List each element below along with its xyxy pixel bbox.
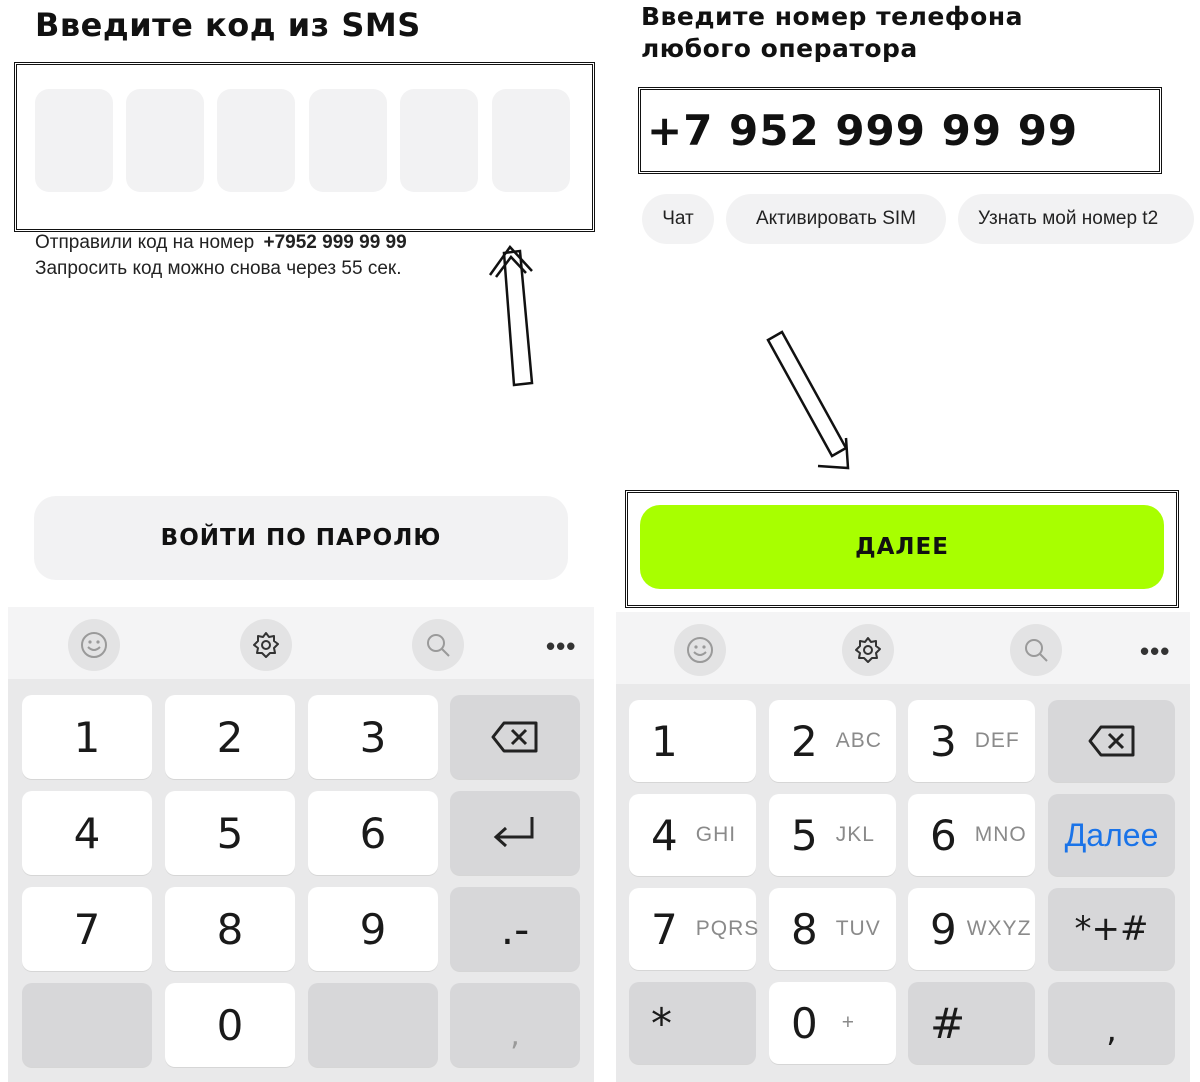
- comma-key[interactable]: [1048, 982, 1175, 1064]
- chip-my-number[interactable]: Узнать мой номер t2: [958, 194, 1194, 244]
- phone-title-line2: любого оператора: [641, 34, 918, 63]
- next-button-frame: [625, 490, 1179, 608]
- chip-activate-sim[interactable]: Активировать SIM: [726, 194, 946, 244]
- key-hash[interactable]: #: [908, 982, 1035, 1064]
- sms-code-input[interactable]: [14, 62, 595, 232]
- symbols-key[interactable]: *+#: [1048, 888, 1175, 970]
- next-key[interactable]: Далее: [1048, 794, 1175, 876]
- enter-icon: [490, 813, 540, 853]
- key-7[interactable]: 7: [22, 887, 152, 971]
- key-8[interactable]: 8: [165, 887, 295, 971]
- key-4[interactable]: 4: [22, 791, 152, 875]
- search-icon[interactable]: [1010, 624, 1062, 676]
- settings-icon[interactable]: [842, 624, 894, 676]
- sent-number: +7952 999 99 99: [263, 232, 407, 253]
- arrow-down-icon: [760, 330, 860, 475]
- backspace-icon: [1087, 724, 1137, 758]
- key-0[interactable]: 0: [165, 983, 295, 1067]
- backspace-icon: [490, 720, 540, 754]
- empty-key: [308, 983, 438, 1067]
- next-button[interactable]: [640, 505, 1164, 589]
- phone-input[interactable]: [638, 87, 1162, 174]
- enter-key[interactable]: [450, 791, 580, 875]
- key-2[interactable]: 2: [165, 695, 295, 779]
- code-digit-6[interactable]: [492, 89, 570, 192]
- key-4[interactable]: 4 GHI: [629, 794, 756, 876]
- backspace-key[interactable]: [450, 695, 580, 779]
- phone-title-line1: Введите номер телефона: [641, 2, 1023, 31]
- key-1[interactable]: 1: [22, 695, 152, 779]
- code-digit-3[interactable]: [217, 89, 295, 192]
- sms-title: Введите код из SMS: [35, 6, 421, 44]
- key-6[interactable]: 6 MNO: [908, 794, 1035, 876]
- key-3[interactable]: 3: [308, 695, 438, 779]
- keyboard-toolbar: [616, 612, 1190, 684]
- phone-value: +7 952 999 99 99: [647, 106, 1079, 155]
- code-digit-5[interactable]: [400, 89, 478, 192]
- code-digit-2[interactable]: [126, 89, 204, 192]
- empty-key: [22, 983, 152, 1067]
- emoji-icon[interactable]: [674, 624, 726, 676]
- key-star[interactable]: *: [629, 982, 756, 1064]
- chip-chat[interactable]: Чат: [642, 194, 714, 244]
- key-7[interactable]: 7 PQRS: [629, 888, 756, 970]
- comma-key[interactable]: [450, 983, 580, 1067]
- key-0[interactable]: 0 +: [769, 982, 896, 1064]
- sent-prefix: Отправили код на номер: [35, 232, 255, 253]
- key-6[interactable]: 6: [308, 791, 438, 875]
- more-icon[interactable]: •••: [546, 631, 577, 661]
- key-5[interactable]: 5: [165, 791, 295, 875]
- dot-dash-key[interactable]: .-: [450, 887, 580, 971]
- resend-timer: Запросить код можно снова через 55 сек.: [35, 258, 402, 279]
- arrow-up-icon: [480, 235, 560, 395]
- key-3[interactable]: 3 DEF: [908, 700, 1035, 782]
- key-1[interactable]: 1: [629, 700, 756, 782]
- next-button-label: ДАЛЕЕ: [855, 534, 949, 560]
- emoji-icon[interactable]: [68, 619, 120, 671]
- key-9[interactable]: 9: [308, 887, 438, 971]
- backspace-key[interactable]: [1048, 700, 1175, 782]
- code-digit-1[interactable]: [35, 89, 113, 192]
- keyboard-toolbar: [8, 607, 594, 679]
- more-icon[interactable]: •••: [1140, 636, 1171, 666]
- key-9[interactable]: 9 WXYZ: [908, 888, 1035, 970]
- settings-icon[interactable]: [240, 619, 292, 671]
- comma-label: ,: [1106, 1010, 1117, 1050]
- key-2[interactable]: 2 ABC: [769, 700, 896, 782]
- search-icon[interactable]: [412, 619, 464, 671]
- right-keyboard: [616, 612, 1190, 1082]
- login-password-button[interactable]: ВОЙТИ ПО ПАРОЛЮ: [34, 496, 568, 580]
- left-keyboard: [8, 607, 594, 1082]
- comma-label: ,: [510, 1018, 520, 1053]
- code-digit-4[interactable]: [309, 89, 387, 192]
- key-8[interactable]: 8 TUV: [769, 888, 896, 970]
- key-5[interactable]: 5 JKL: [769, 794, 896, 876]
- sent-info: [35, 230, 407, 256]
